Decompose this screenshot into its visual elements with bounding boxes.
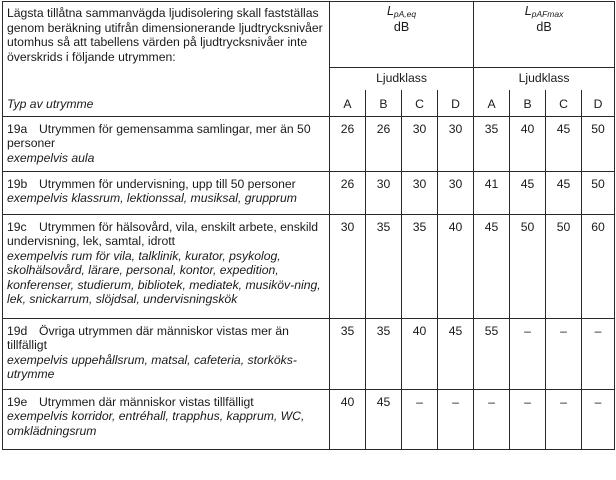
lpafmax-subscript: pAFmax bbox=[531, 9, 564, 19]
value-cell: 26 bbox=[366, 116, 402, 171]
value-cell: 45 bbox=[546, 171, 582, 214]
value-cell: 40 bbox=[438, 214, 474, 318]
class-c-2: C bbox=[546, 90, 582, 117]
class-a-2: A bbox=[474, 90, 510, 117]
value-cell: 30 bbox=[402, 116, 438, 171]
value-cell: 40 bbox=[510, 116, 546, 171]
ljudklass-label-1: Ljudklass bbox=[330, 67, 474, 90]
ljudklass-label-2: Ljudklass bbox=[474, 67, 615, 90]
value-cell: 35 bbox=[330, 318, 366, 389]
lpaeq-symbol: L bbox=[386, 4, 394, 18]
row-description bbox=[3, 318, 330, 389]
class-b-2: B bbox=[510, 90, 546, 117]
value-cell: 50 bbox=[546, 214, 582, 318]
row-description bbox=[3, 116, 330, 171]
value-cell: 35 bbox=[366, 318, 402, 389]
row-desc-text: Utrymmen för hälsovård, vila, enskilt arbete, enskild undervisning, lek, samtal, idrott bbox=[7, 219, 319, 248]
value-cell: 40 bbox=[402, 318, 438, 389]
row-description bbox=[3, 389, 330, 449]
value-cell: 45 bbox=[474, 214, 510, 318]
value-cell: 45 bbox=[438, 318, 474, 389]
value-cell: 30 bbox=[330, 214, 366, 318]
lpafmax-unit: dB bbox=[536, 20, 552, 34]
row-desc-text: Övriga utrymmen där människor vistas mer än tillfälligt bbox=[7, 323, 289, 352]
row-desc-text: Utrymmen för undervisning, upp till 50 personer bbox=[39, 176, 296, 191]
value-cell: – bbox=[510, 318, 546, 389]
row-description bbox=[3, 171, 330, 214]
table-row bbox=[3, 318, 615, 389]
row-example: exempelvis rum för vila, talklinik, kurator, psykolog, skolhälsovård, lärare, personal, kontor, expedition, konferenser, studierum, bibliotek, mediatek, musiköv-ning, lek, snickarrum, slöjdsal, undervisningskök bbox=[7, 248, 321, 306]
typ-av-utrymme-label: Typ av utrymme bbox=[3, 90, 330, 117]
row-number: 19c bbox=[7, 219, 27, 234]
class-d-1: D bbox=[438, 90, 474, 117]
value-cell: 30 bbox=[402, 171, 438, 214]
value-cell: 35 bbox=[474, 116, 510, 171]
lpaeq-header bbox=[330, 2, 474, 53]
value-cell: – bbox=[438, 389, 474, 449]
value-cell: – bbox=[474, 389, 510, 449]
value-cell: – bbox=[546, 318, 582, 389]
row-desc-text: Utrymmen för gemensamma samlingar, mer än 50 personer bbox=[7, 121, 311, 150]
table-row bbox=[3, 214, 615, 318]
class-c-1: C bbox=[402, 90, 438, 117]
lpafmax-spacer bbox=[474, 53, 615, 68]
value-cell: 50 bbox=[582, 116, 615, 171]
lpafmax-symbol: L bbox=[524, 4, 532, 18]
value-cell: 45 bbox=[546, 116, 582, 171]
row-example: exempelvis aula bbox=[7, 150, 95, 165]
row-desc-text: Utrymmen där människor vistas tillfälligt bbox=[39, 394, 254, 409]
value-cell: – bbox=[510, 389, 546, 449]
value-cell: – bbox=[402, 389, 438, 449]
value-cell: 35 bbox=[366, 214, 402, 318]
row-number: 19e bbox=[7, 394, 28, 409]
value-cell: 30 bbox=[438, 116, 474, 171]
value-cell: – bbox=[546, 389, 582, 449]
value-cell: 50 bbox=[510, 214, 546, 318]
class-b-1: B bbox=[366, 90, 402, 117]
row-number: 19a bbox=[7, 121, 28, 136]
lpaeq-subscript: pA,eq bbox=[393, 9, 417, 19]
intro-text: Lägsta tillåtna sammanvägda ljudisolering skall fastställas genom beräkning utifrån dimensionerande ljudtrycksnivåer utomhus så att tabellens värden på ljudtrycksnivåer inte överskrids i följande utrymmen: bbox=[3, 2, 330, 68]
sound-insulation-table bbox=[2, 1, 615, 450]
value-cell: 50 bbox=[582, 171, 615, 214]
row-number: 19b bbox=[7, 176, 28, 191]
value-cell: – bbox=[582, 318, 615, 389]
value-cell: 30 bbox=[366, 171, 402, 214]
value-cell: 30 bbox=[438, 171, 474, 214]
value-cell: 60 bbox=[582, 214, 615, 318]
value-cell: 45 bbox=[366, 389, 402, 449]
value-cell: 45 bbox=[510, 171, 546, 214]
class-a-1: A bbox=[330, 90, 366, 117]
lpaeq-unit: dB bbox=[393, 20, 410, 34]
value-cell: 35 bbox=[402, 214, 438, 318]
value-cell: 26 bbox=[330, 116, 366, 171]
lpafmax-header bbox=[474, 2, 615, 53]
row-number: 19d bbox=[7, 323, 28, 338]
lpaeq-spacer bbox=[330, 53, 474, 68]
table-row bbox=[3, 116, 615, 171]
row-example: exempelvis uppehållsrum, matsal, cafeteria, storköks-utrymme bbox=[7, 352, 297, 381]
value-cell: 40 bbox=[330, 389, 366, 449]
row-example: exempelvis klassrum, lektionssal, musiksal, grupprum bbox=[7, 191, 297, 205]
typ-spacer bbox=[3, 67, 330, 90]
value-cell: 26 bbox=[330, 171, 366, 214]
value-cell: 41 bbox=[474, 171, 510, 214]
row-example: exempelvis korridor, entréhall, trapphus, kapprum, WC, omklädningsrum bbox=[7, 409, 305, 438]
value-cell: 55 bbox=[474, 318, 510, 389]
table-row bbox=[3, 171, 615, 214]
table-row bbox=[3, 389, 615, 449]
row-description bbox=[3, 214, 330, 318]
class-d-2: D bbox=[582, 90, 615, 117]
value-cell: – bbox=[582, 389, 615, 449]
